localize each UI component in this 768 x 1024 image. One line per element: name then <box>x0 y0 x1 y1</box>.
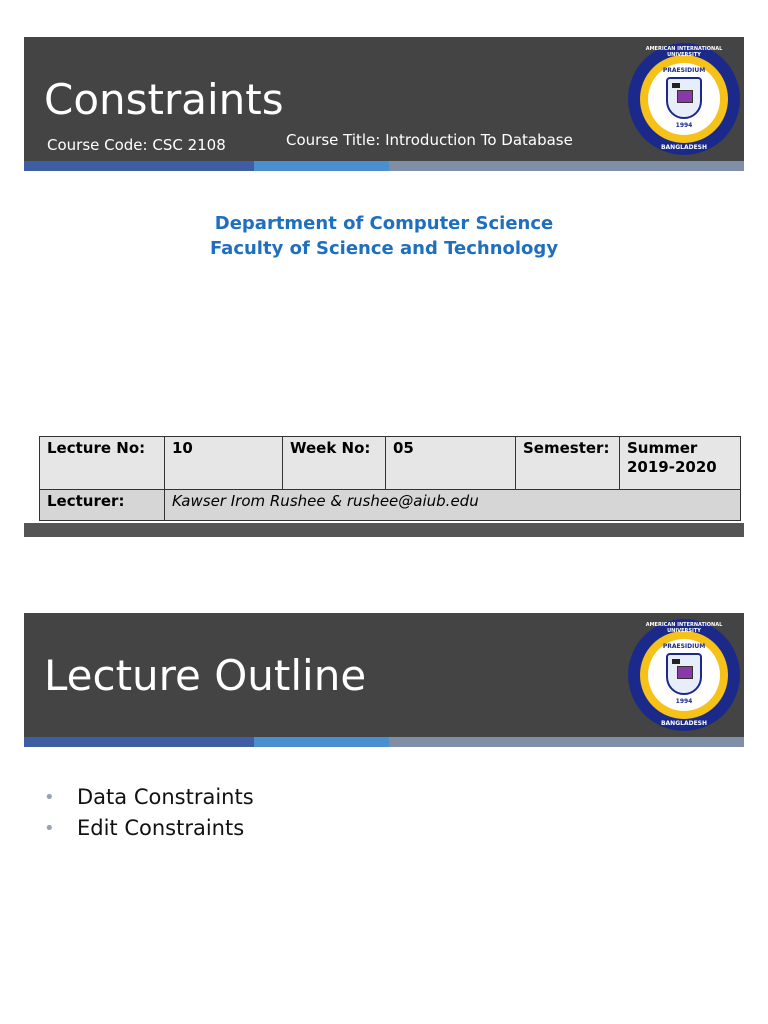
computer-icon <box>677 666 693 679</box>
slide-title-text: Constraints <box>44 75 284 124</box>
list-item: • Data Constraints <box>44 782 254 813</box>
week-no-value: 05 <box>386 437 516 490</box>
table-row <box>40 437 741 490</box>
course-title: Course Title: Introduction To Database <box>286 131 573 149</box>
university-seal-logo: AMERICAN INTERNATIONAL UNIVERSITY PRAESIDIUM 1994 BANGLADESH <box>628 43 740 155</box>
semester-value <box>620 437 741 490</box>
department-name: Department of Computer Science <box>214 213 554 234</box>
title-banner <box>24 37 744 161</box>
lecture-no-value: 10 <box>165 437 283 490</box>
semester-season: Summer <box>627 439 698 457</box>
bullet-icon: • <box>44 818 55 839</box>
lecturer-value: Kawser Irom Rushee & rushee@aiub.edu <box>165 490 741 521</box>
semester-year: 2019-2020 <box>627 458 717 476</box>
university-seal-logo: AMERICAN INTERNATIONAL UNIVERSITY PRAESIDIUM 1994 BANGLADESH <box>628 619 740 731</box>
lecture-no-label: Lecture No: <box>40 437 165 490</box>
outline-title-text: Lecture Outline <box>44 651 367 700</box>
accent-strip <box>24 161 744 171</box>
outline-banner <box>24 613 744 737</box>
semester-label: Semester: <box>516 437 620 490</box>
accent-strip <box>24 737 744 747</box>
outline-list <box>44 782 254 844</box>
lecturer-label: Lecturer: <box>40 490 165 521</box>
week-no-label: Week No: <box>283 437 386 490</box>
list-item: • Edit Constraints <box>44 813 254 844</box>
faculty-name: Faculty of Science and Technology <box>209 238 559 259</box>
slide-bottom-bar <box>24 523 744 537</box>
book-icon <box>672 659 680 664</box>
computer-icon <box>677 90 693 103</box>
course-code: Course Code: CSC 2108 <box>47 136 226 154</box>
book-icon <box>672 83 680 88</box>
table-row <box>40 490 741 521</box>
bullet-icon: • <box>44 787 55 808</box>
lecture-info-table <box>39 436 741 521</box>
